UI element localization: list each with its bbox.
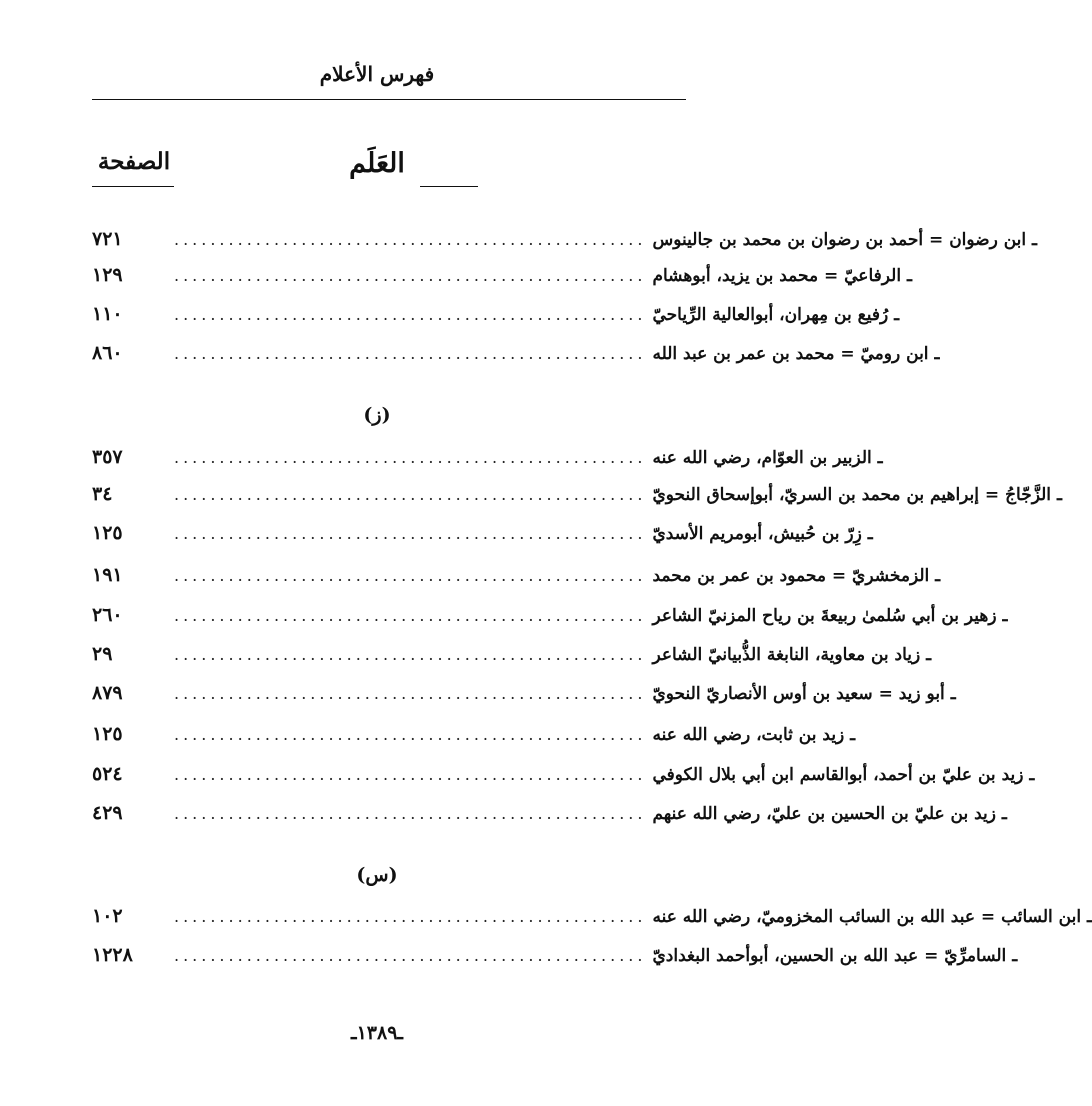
leader-dots: .................................................... <box>174 804 647 823</box>
index-entry <box>92 342 940 372</box>
entry-page: ٨٧٩ <box>92 682 123 704</box>
column-heading-name-underline <box>420 186 478 187</box>
leader-dots: .................................................... <box>174 230 647 249</box>
index-entry <box>92 564 941 594</box>
entry-name: ـ زِرّ بن حُبيش، أبومريم الأسديّ <box>652 524 873 544</box>
index-entry <box>92 446 883 476</box>
entry-name: ـ الزبير بن العوّام، رضي الله عنه <box>652 448 883 468</box>
entry-name: ـ الرفاعيّ = محمد بن يزيد، أبوهشام <box>652 266 912 286</box>
entry-name: ـ زيد بن عليّ بن الحسين بن عليّ، رضي الله عنهم <box>652 804 1007 824</box>
entry-page: ١٩١ <box>92 564 123 586</box>
header-rule <box>92 99 686 100</box>
index-entry <box>92 723 856 753</box>
entry-page: ١٢٢٨ <box>92 944 133 966</box>
entry-name: ـ السامرِّيّ = عبد الله بن الحسين، أبوأحمد البغداديّ <box>652 946 1018 966</box>
running-head: فهرس الأعلام <box>319 62 435 86</box>
leader-dots: .................................................... <box>174 645 647 664</box>
entry-page: ٣٥٧ <box>92 446 123 468</box>
leader-dots: .................................................... <box>174 946 647 965</box>
entry-name: ـ ابن رضوان = أحمد بن رضوان بن محمد بن جالينوس <box>652 230 1038 250</box>
section-heading-zay: (ز) <box>363 404 391 426</box>
index-entry <box>92 483 1062 513</box>
entry-name: ـ زياد بن معاوية، النابغة الذُّبيانيّ الشاعر <box>652 645 932 665</box>
entry-page: ٧٢١ <box>92 228 123 250</box>
leader-dots: .................................................... <box>174 448 647 467</box>
index-entry <box>92 522 873 552</box>
entry-name: ـ ابن روميّ = محمد بن عمر بن عبد الله <box>652 344 940 364</box>
entry-page: ٨٦٠ <box>92 342 123 364</box>
entry-name: ـ زيد بن ثابت، رضي الله عنه <box>652 725 856 745</box>
index-entry <box>92 682 956 712</box>
index-entry <box>92 802 1007 832</box>
leader-dots: .................................................... <box>174 907 647 926</box>
entry-name: ـ أبو زيد = سعيد بن أوس الأنصاريّ النحويّ <box>652 684 956 704</box>
leader-dots: .................................................... <box>174 485 647 504</box>
leader-dots: .................................................... <box>174 524 647 543</box>
entry-page: ١٢٩ <box>92 264 123 286</box>
entry-name: ـ زيد بن عليّ بن أحمد، أبوالقاسم ابن أبي بلال الكوفي <box>652 765 1035 785</box>
leader-dots: .................................................... <box>174 684 647 703</box>
entry-page: ٢٦٠ <box>92 604 123 626</box>
index-entry <box>92 905 1092 935</box>
index-entry <box>92 264 912 294</box>
column-heading-page: الصفحة <box>97 148 171 175</box>
leader-dots: .................................................... <box>174 606 647 625</box>
leader-dots: .................................................... <box>174 765 647 784</box>
entry-page: ٤٢٩ <box>92 802 123 824</box>
leader-dots: .................................................... <box>174 725 647 744</box>
leader-dots: .................................................... <box>174 344 647 363</box>
entry-name: ـ رُفيع بن مِهران، أبوالعالية الرِّياحيّ <box>652 305 900 325</box>
index-entry <box>92 228 1038 258</box>
column-heading-name: العَلَم <box>349 148 405 179</box>
entry-page: ١٠٢ <box>92 905 123 927</box>
column-heading-page-underline <box>92 186 174 187</box>
entry-page: ١٢٥ <box>92 522 123 544</box>
index-entry <box>92 604 1008 634</box>
leader-dots: .................................................... <box>174 266 647 285</box>
index-entry <box>92 944 1018 974</box>
entry-name: ـ زهير بن أبي سُلمىٰ ربيعةَ بن رياح المزنيّ الشاعر <box>652 606 1008 626</box>
entry-page: ١٢٥ <box>92 723 123 745</box>
page-number: ـ١٣٨٩ـ <box>351 1022 403 1044</box>
entry-page: ١١٠ <box>92 303 123 325</box>
index-entry <box>92 303 900 333</box>
index-entry <box>92 763 1035 793</box>
entry-name: ـ ابن السائب = عبد الله بن السائب المخزوميّ، رضي الله عنه <box>652 907 1092 927</box>
leader-dots: .................................................... <box>174 566 647 585</box>
entry-name: ـ الزَّجّاجُ = إبراهيم بن محمد بن السريّ، أبوإسحاق النحويّ <box>652 485 1062 505</box>
entry-name: ـ الزمخشريّ = محمود بن عمر بن محمد <box>652 566 941 586</box>
entry-page: ٣٤ <box>92 483 113 505</box>
section-heading-sin: (س) <box>356 864 398 886</box>
entry-page: ٥٢٤ <box>92 763 123 785</box>
leader-dots: .................................................... <box>174 305 647 324</box>
index-entry <box>92 643 932 673</box>
entry-page: ٢٩ <box>92 643 113 665</box>
